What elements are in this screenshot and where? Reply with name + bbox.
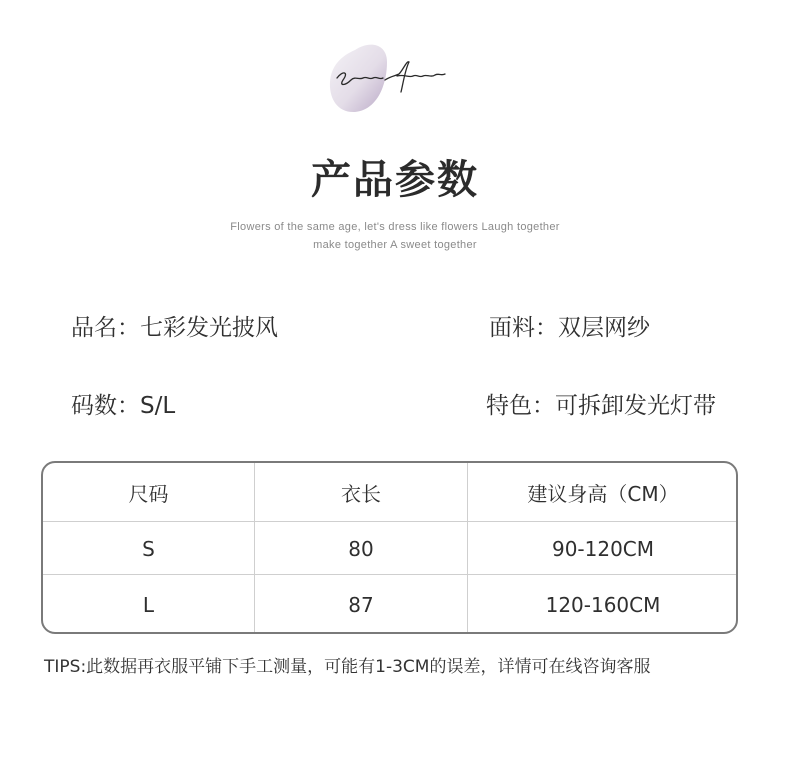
table-column-divider (467, 463, 468, 632)
subtitle-line-2: make together A sweet together (313, 239, 477, 251)
subtitle (0, 218, 790, 254)
header-cell-size: 尺码 (128, 482, 169, 506)
table-header-row (43, 463, 736, 522)
table-row (43, 575, 736, 634)
cell-size: S (142, 536, 155, 561)
cell-size: L (142, 592, 155, 617)
spec-product-name: 品名：七彩发光披风 (71, 315, 278, 341)
spec-material: 面料：双层网纱 (489, 315, 650, 341)
table-row (43, 522, 736, 575)
spec-feature: 特色：可拆卸发光灯带 (486, 393, 716, 419)
page-title: 产品参数 (311, 157, 479, 203)
cell-length: 87 (348, 592, 374, 617)
brand-logo (325, 40, 455, 118)
header-cell-height: 建议身高（CM） (527, 482, 679, 506)
tips-note: TIPS:此数据再衣服平铺下手工测量，可能有1-3CM的误差，详情可在线咨询客服 (44, 657, 651, 677)
cell-height: 120-160CM (545, 592, 661, 617)
spec-sizes: 码数：S/L (71, 393, 176, 419)
signature-logo-graphic (325, 40, 455, 118)
cell-length: 80 (348, 536, 374, 561)
table-column-divider (254, 463, 255, 632)
subtitle-line-1: Flowers of the same age, let's dress like flowers Laugh together (230, 221, 560, 233)
header-cell-length: 衣长 (341, 482, 381, 506)
size-table (41, 461, 738, 634)
cell-height: 90-120CM (551, 536, 655, 561)
